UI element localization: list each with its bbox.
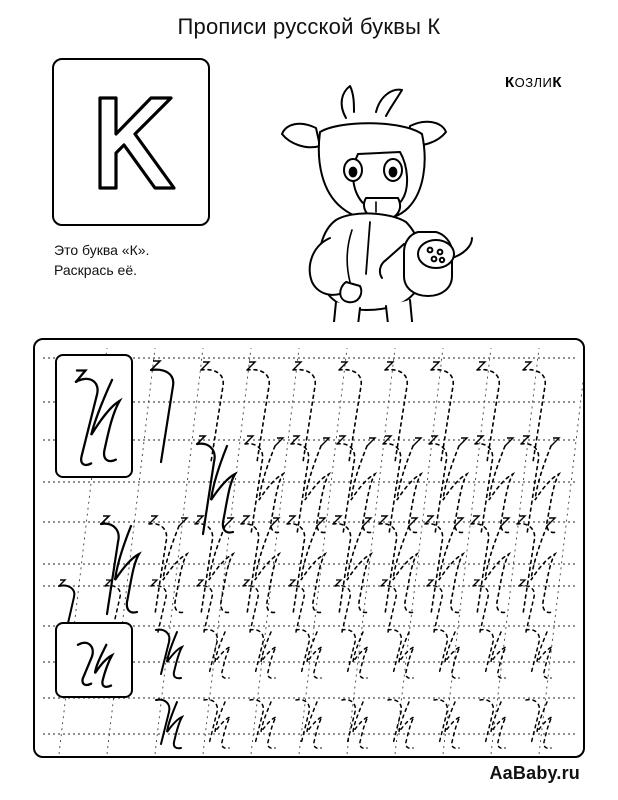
worksheet-row-3 [101,516,555,614]
logo-baby: Baby [512,763,557,783]
letter-card [52,58,210,226]
worksheet-row-5 [156,630,552,679]
cursive-lowercase-k-icon [57,624,131,696]
model-letter-box-lowercase [55,622,133,698]
word-label [505,74,562,91]
word-label-first-letter: К [504,74,515,91]
worksheet-row-2 [197,436,559,534]
cursive-uppercase-k-icon [57,356,131,476]
logo-ru: .ru [556,763,580,783]
logo-aa: Aa [489,763,513,783]
caption-line-1: Это буква «К». [54,242,150,258]
word-label-last-letter: К [552,74,562,91]
model-letter-box-uppercase [55,354,133,478]
site-logo[interactable] [489,763,580,784]
goat-mascot-illustration [250,62,500,322]
page-title: Прописи русской буквы К [177,14,441,39]
word-label-middle: ОЗЛИ [514,75,553,90]
letter-k-outline-icon [54,60,212,228]
letter-caption [54,240,254,280]
practice-sheet [33,338,585,758]
caption-line-2: Раскрась её. [54,262,138,278]
